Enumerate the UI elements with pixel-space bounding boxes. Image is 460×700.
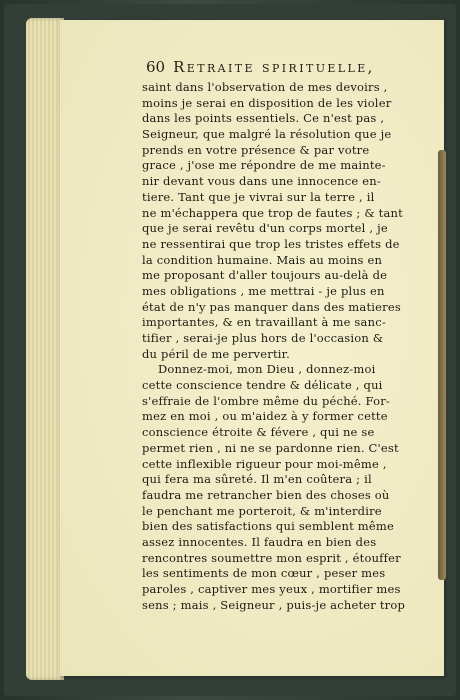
- text-line: assez innocentes. Il faudra en bien des: [142, 534, 377, 549]
- text-line: tiere. Tant que je vivrai sur la terre , il: [142, 189, 375, 204]
- text-line: prends en votre présence & par votre: [142, 142, 370, 157]
- page-number: 60: [146, 58, 166, 76]
- page-edges: [26, 18, 64, 680]
- text-line: permet rien , ni ne se pardonne rien. C'est: [142, 440, 399, 455]
- text-line: dans les points essentiels. Ce n'est pas ,: [142, 111, 385, 126]
- text-line: rencontres soumettre mon esprit , étouffer: [142, 550, 401, 565]
- text-line: que je serai revêtu d'un corps mortel , je: [142, 221, 388, 236]
- text-line: mes obligations , me mettrai - je plus en: [142, 283, 385, 298]
- text-line: nir devant vous dans une innocence en-: [142, 174, 381, 189]
- paragraph-start: Donnez-moi, mon Dieu , donnez-moi: [158, 362, 376, 377]
- text-line: ne m'échappera que trop de fautes ; & tant: [142, 205, 403, 220]
- text-line: grace , j'ose me répondre de me mainte-: [142, 158, 386, 173]
- text-line: importantes, & en travaillant à me sanc-: [142, 315, 386, 330]
- text-line: Seigneur, que malgré la résolution que je: [142, 127, 392, 142]
- body-text: [142, 80, 406, 613]
- text-line: me proposant d'aller toujours au-delà de: [142, 268, 388, 283]
- text-line: bien des satisfactions qui semblent même: [142, 519, 394, 534]
- text-line: état de n'y pas manquer dans des matieres: [142, 299, 401, 314]
- page-header: [146, 58, 376, 80]
- binding-strip: [438, 150, 446, 580]
- text-line: les sentiments de mon cœur , peser mes: [142, 566, 386, 581]
- text-line: conscience étroite & févere , qui ne se: [142, 425, 375, 440]
- text-line: du péril de me pervertir.: [142, 346, 290, 361]
- text-line: mez en moi , ou m'aidez à y former cette: [142, 409, 388, 424]
- text-line: qui fera ma sûreté. Il m'en coûtera ; il: [142, 472, 372, 487]
- text-line: cette conscience tendre & délicate , qui: [142, 378, 383, 393]
- text-line: paroles , captiver mes yeux , mortifier mes: [142, 582, 401, 596]
- text-line: tifier , serai-je plus hors de l'occasion &: [142, 331, 384, 345]
- text-line: moins je serai en disposition de les violer: [142, 95, 392, 110]
- text-line: s'effraie de l'ombre même du péché. For-: [142, 393, 390, 408]
- text-line: le penchant me porteroit, & m'interdire: [142, 503, 382, 518]
- text-line: cette inflexible rigueur pour moi-même ,: [142, 456, 387, 471]
- text-line: saint dans l'observation de mes devoirs ,: [142, 80, 388, 94]
- text-line: faudra me retrancher bien des choses où: [142, 487, 390, 502]
- text-line: la condition humaine. Mais au moins en: [142, 252, 383, 267]
- text-line: sens ; mais , Seigneur , puis-je acheter trop: [142, 597, 406, 612]
- text-line: ne ressentirai que trop les tristes effets de: [142, 236, 400, 251]
- running-title: Retraite spirituelle,: [173, 58, 375, 76]
